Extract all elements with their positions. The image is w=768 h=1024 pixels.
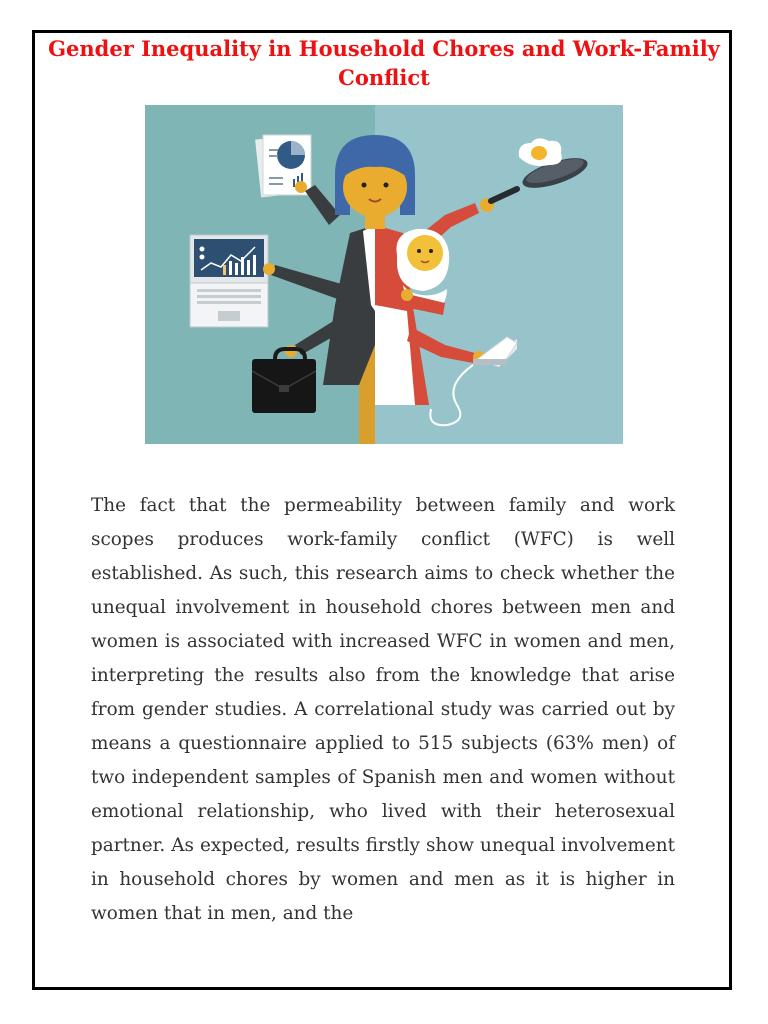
- baby-icon: [395, 229, 449, 315]
- laptop-icon: [190, 235, 268, 327]
- page-title: Gender Inequality in Household Chores and Work-Family Conflict: [48, 36, 720, 90]
- abstract-paragraph: The fact that the permeability between family and work scopes produces work-family conflict (WFC) is well established. As such, this research aims to check whether the unequal involvement in household chores between men and women is associated with increased WFC in women and men, interpreting the results also from the knowledge that arise from gender studies. A correlational study was carried out by means a questionnaire applied to 515 subjects (63% men) of two independent samples of Spanish men and women without emotional relationship, who lived with their heterosexual partner. As expected, results firstly show unequal involvement in household chores by women and men as it is higher in women that in men, and the: [91, 495, 675, 924]
- working-mother-illustration: [145, 105, 623, 444]
